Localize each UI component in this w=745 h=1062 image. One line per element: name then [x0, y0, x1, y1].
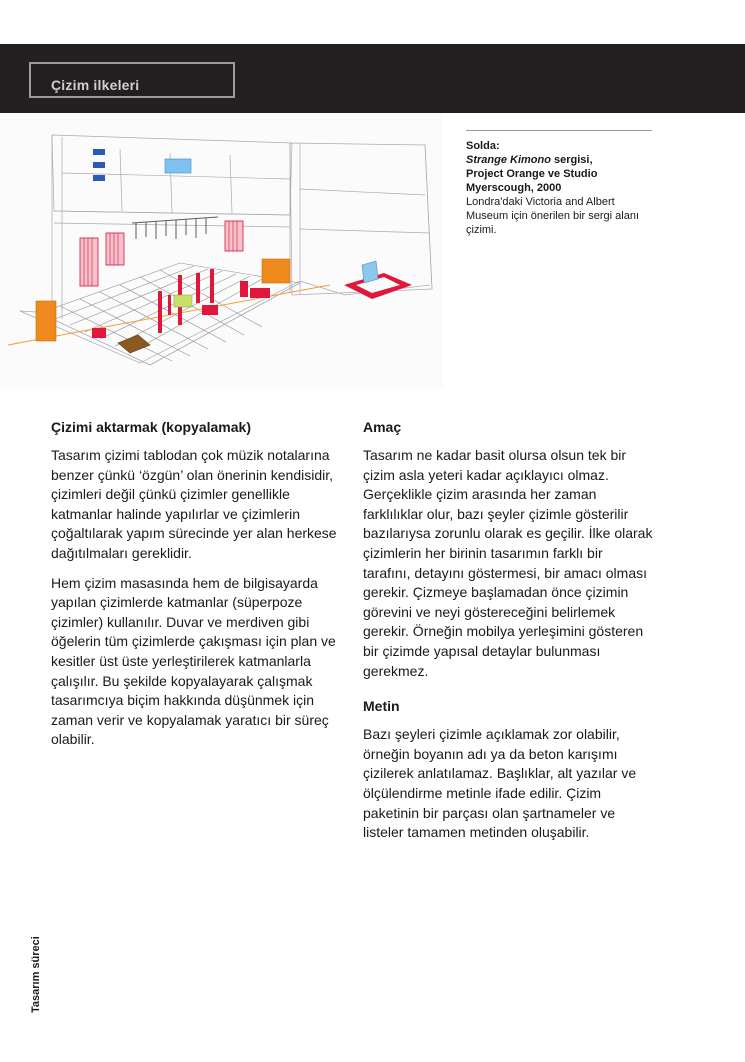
- caption-description: Londra'daki Victoria and Albert Museum için önerilen bir sergi alanı çizimi.: [466, 196, 640, 236]
- caption-title-rest: sergisi,: [550, 154, 593, 166]
- left-paragraph-1: Tasarım çizimi tablodan çok müzik notalarına benzer çünkü ‘özgün’ olan önerinin kendisidir, çizimleri değil çünkü çizimler genellikle katmanlar halinde yapılırlar ve çizimlerin çoğaltılarak yapım sürecinde yer alan herkese dağıtılmaları gereklidir.: [51, 447, 337, 561]
- left-paragraph-2: Hem çizim masasında hem de bilgisayarda yapılan çizimlerde katmanlar (süperpoze çizimler) kullanılır. Duvar ve merdiven gibi öğelerin tüm çizimlerde çakışması için plan ve kesitler üst üste yerleştirilerek katmanlarla çalışılır. Bu şekilde kopyalayarak çalışmak tasarımcıya biçim hakkında düşünmek için zaman verir ve kopyalamak yaratıcı bir süreç olabilir.: [51, 574, 336, 748]
- text-paragraph: Bazı şeyleri çizimle açıklamak zor olabilir, örneğin boyanın adı ya da beton karışımı çizilerek anlatılamaz. Başlıklar, alt yazılar ve ölçülendirme metinle ifade edilir. Çizim paketinin bir parçası olan şartnameler ve listeler tamamen metinden oluşabilir.: [363, 726, 637, 841]
- caption-title-line-3: Myerscough, 2000: [466, 182, 562, 194]
- caption-title-line-2: Project Orange ve Studio: [466, 168, 598, 180]
- caption-label: Solda:: [466, 140, 500, 152]
- caption-title-italic: Strange Kimono: [466, 154, 551, 166]
- side-running-label: Tasarım süreci: [30, 936, 42, 1013]
- figure-caption: [466, 139, 656, 237]
- section-title: Çizim ilkeleri: [51, 77, 140, 93]
- exhibition-axonometric-drawing: [0, 113, 443, 389]
- text-heading: Metin: [363, 698, 400, 715]
- right-column: [363, 418, 653, 853]
- left-column: [51, 418, 351, 760]
- left-heading: Çizimi aktarmak (kopyalamak): [51, 419, 251, 435]
- caption-title-line-1: [466, 153, 656, 167]
- exhibition-drawing-figure: [0, 113, 443, 389]
- purpose-heading: Amaç: [363, 419, 402, 435]
- caption-divider: [466, 130, 652, 131]
- purpose-paragraph: Tasarım ne kadar basit olursa olsun tek bir çizim asla yeteri kadar açıklayıcı olmaz. Gerçeklikle çizim arasında her zaman farklılıklar olur, bazı şeyler çizimle gösterilir bazılarıysa zorunlu olarak es geçilir. İlke olarak çizimlerin her birinin tasarımın farklı bir tarafını, detayını göstermesi, bir amacı olması gerekir. Çizmeye başlamadan önce çizimin görevini ve neyi göstereceğini belirlemek gerekir. Örneğin mobilya yerleşimini gösteren bir çizimde yapısal detaylar bulunması gerekmez.: [363, 447, 653, 679]
